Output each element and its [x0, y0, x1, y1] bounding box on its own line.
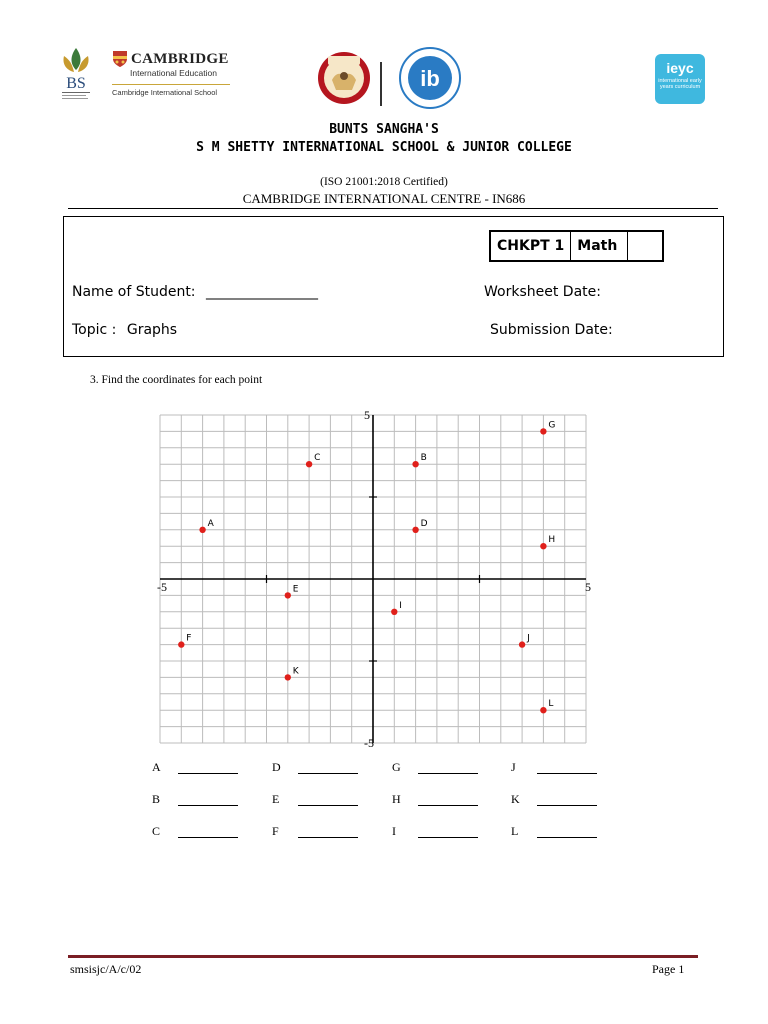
- answer-blank-b[interactable]: [178, 804, 238, 806]
- checkpoint-table: [489, 230, 664, 262]
- point-label-e: E: [292, 584, 299, 595]
- answer-label-d: D: [272, 760, 281, 774]
- cambridge-shield-icon: [112, 50, 128, 68]
- point-l: [540, 707, 546, 713]
- answer-label-h: H: [392, 792, 401, 806]
- school-seal-logo: [316, 50, 372, 106]
- answer-label-e: E: [272, 792, 280, 806]
- bs-logo-text: BS: [66, 75, 86, 92]
- cambridge-title: CAMBRIDGE: [131, 50, 229, 67]
- topic-value: Graphs: [126, 322, 178, 338]
- answer-blank-g[interactable]: [418, 772, 478, 774]
- y-tick-label-min: -5: [364, 736, 374, 750]
- answer-blank-a[interactable]: [178, 772, 238, 774]
- cambridge-divider: [112, 84, 230, 85]
- school-name-line2: S M SHETTY INTERNATIONAL SCHOOL & JUNIOR COLLEGE: [196, 140, 572, 155]
- point-k: [285, 674, 291, 680]
- empty-cell[interactable]: [628, 232, 662, 260]
- y-tick-label-max: 5: [364, 408, 370, 422]
- question-text: 3. Find the coordinates for each point: [90, 374, 263, 386]
- answer-label-g: G: [392, 760, 401, 774]
- submission-date-label: Submission Date:: [490, 322, 613, 338]
- answer-label-l: L: [511, 824, 519, 838]
- answer-blank-e[interactable]: [298, 804, 358, 806]
- answer-blank-k[interactable]: [537, 804, 597, 806]
- point-d: [412, 527, 418, 533]
- point-g: [540, 428, 546, 434]
- school-name-line1: BUNTS SANGHA'S: [329, 122, 439, 137]
- header-rule: [68, 208, 718, 209]
- answer-label-f: F: [272, 824, 279, 838]
- footer-code: smsisjc/A/c/02: [70, 962, 142, 976]
- ib-logo: [398, 46, 462, 110]
- iso-certification: (ISO 21001:2018 Certified): [320, 176, 448, 188]
- point-label-h: H: [548, 535, 556, 546]
- point-label-l: L: [548, 699, 554, 710]
- answer-label-j: J: [511, 760, 516, 774]
- point-i: [391, 609, 397, 615]
- x-tick-label-max: 5: [585, 580, 591, 594]
- point-j: [519, 641, 525, 647]
- topic-field: [72, 322, 177, 338]
- cambridge-logo: [112, 50, 242, 97]
- centre-code: CAMBRIDGE INTERNATIONAL CENTRE - IN686: [242, 191, 526, 206]
- cambridge-school: Cambridge International School: [112, 88, 218, 97]
- answer-blank-h[interactable]: [418, 804, 478, 806]
- point-b: [412, 461, 418, 467]
- answer-blank-l[interactable]: [537, 836, 597, 838]
- point-label-f: F: [186, 633, 192, 644]
- footer-rule: [68, 955, 698, 958]
- point-h: [540, 543, 546, 549]
- student-name-blank[interactable]: ________________: [205, 284, 318, 300]
- worksheet-date-label: Worksheet Date:: [484, 284, 601, 300]
- point-c: [306, 461, 312, 467]
- answer-label-a: A: [152, 760, 161, 774]
- cambridge-sub: International Education: [130, 68, 217, 78]
- answer-label-i: I: [392, 824, 396, 838]
- coordinate-graph-svg: [150, 405, 600, 750]
- point-label-d: D: [420, 518, 428, 529]
- answer-blank-d[interactable]: [298, 772, 358, 774]
- subject-cell: Math: [571, 232, 628, 260]
- answer-blank-i[interactable]: [418, 836, 478, 838]
- chkpt-cell: CHKPT 1: [491, 232, 571, 260]
- ib-logo-text: ib: [420, 66, 440, 91]
- point-label-i: I: [399, 600, 402, 611]
- student-name-field: [72, 284, 318, 300]
- axes: [157, 408, 591, 750]
- point-label-b: B: [420, 453, 427, 464]
- point-f: [178, 641, 184, 647]
- point-label-j: J: [527, 633, 530, 644]
- ieyc-logo-text: ieyc: [666, 60, 694, 76]
- answer-blank-j[interactable]: [537, 772, 597, 774]
- answer-blank-f[interactable]: [298, 836, 358, 838]
- x-tick-label-min: -5: [157, 580, 167, 594]
- topic-label: Topic :: [72, 322, 117, 338]
- ieyc-logo: [655, 54, 705, 104]
- answer-label-c: C: [152, 824, 161, 838]
- point-a: [199, 527, 205, 533]
- bs-logo: [56, 46, 96, 104]
- logo-divider: [380, 62, 382, 106]
- answer-label-k: K: [511, 792, 520, 806]
- answer-blank-c[interactable]: [178, 836, 238, 838]
- ieyc-logo-sub: international early years curriculum: [658, 78, 702, 90]
- footer-page: Page 1: [652, 962, 685, 976]
- student-name-label: Name of Student:: [72, 284, 196, 300]
- point-label-g: G: [548, 420, 556, 431]
- point-e: [285, 592, 291, 598]
- point-label-k: K: [292, 666, 299, 677]
- coordinate-graph: [150, 405, 600, 750]
- point-label-a: A: [207, 518, 214, 529]
- answer-label-b: B: [152, 792, 161, 806]
- point-label-c: C: [314, 453, 321, 464]
